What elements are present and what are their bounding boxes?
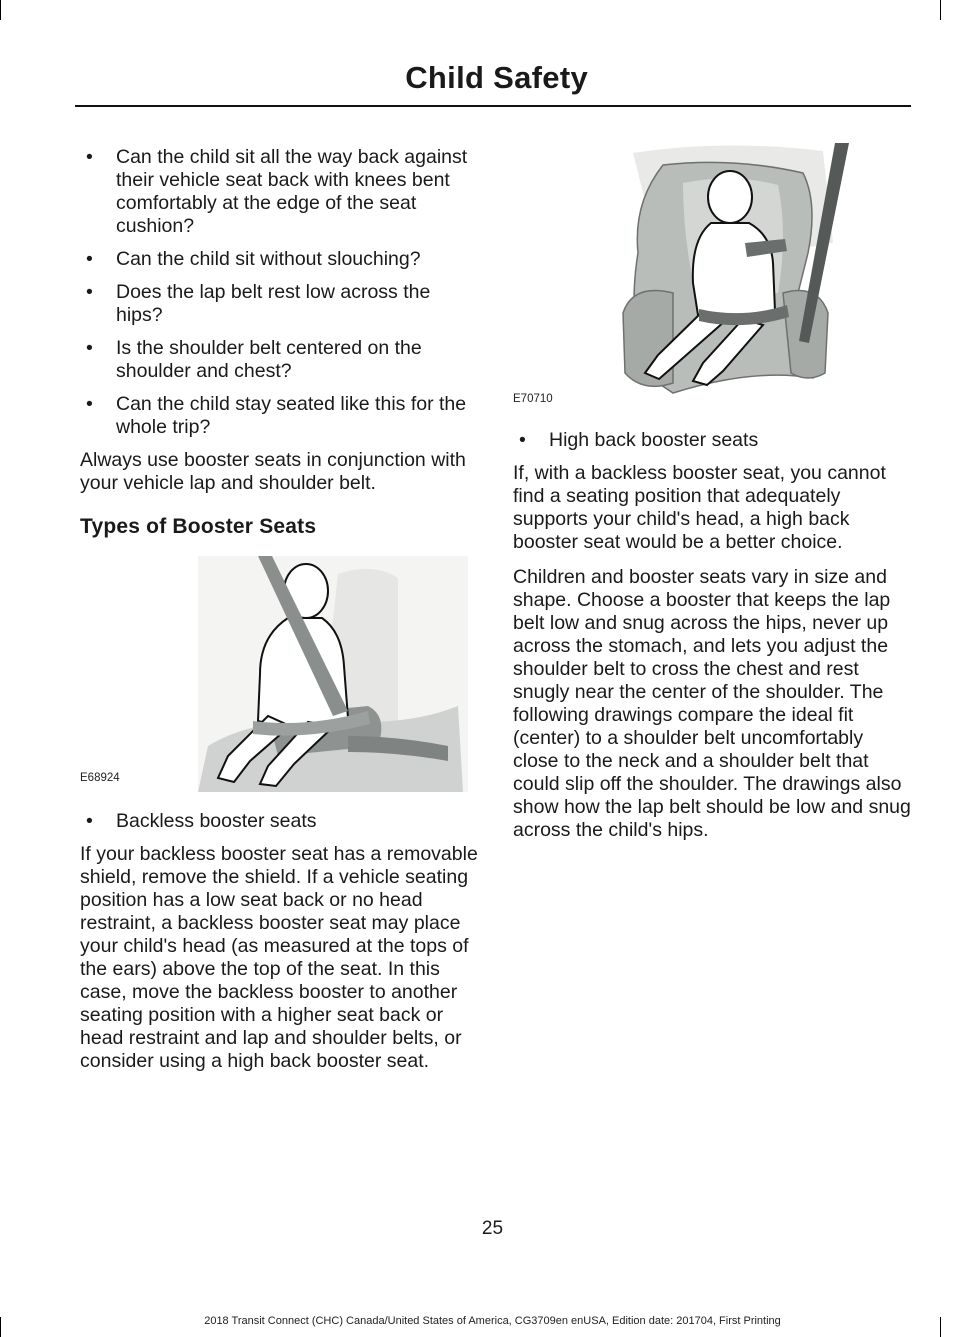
high-back-paragraph: If, with a backless booster seat, you cannot find a seating position that adequately supports your child's head, a high back booster seat would be a better choice.: [513, 462, 886, 553]
high-back-booster-figure: [513, 143, 913, 413]
header-divider: [75, 105, 911, 107]
backless-paragraph: If your backless booster seat has a removable shield, remove the shield. If a vehicle seating position has a low seat back or no head restraint, a backless booster seat may place your child's head (as measured at the tops of the ears) above the top of the seat. In this case, move the backless booster to another seating position with a higher seat back or head restraint and lap and shoulder belts, or consider using a high back booster seat.: [80, 843, 478, 1072]
figure-code: E70710: [513, 393, 553, 405]
high-back-booster-illustration: [603, 143, 903, 413]
backless-list: [80, 810, 480, 833]
list-item: • Does the lap belt rest low across the hips?: [86, 281, 431, 326]
right-column: [513, 147, 913, 854]
booster-usage-note: Always use booster seats in conjunction with your vehicle lap and shoulder belt.: [80, 449, 466, 494]
bullet-icon: •: [86, 146, 93, 168]
checklist: [80, 146, 480, 439]
fit-paragraph: Children and booster seats vary in size and shape. Choose a booster that keeps the lap belt low and snug across the hips, never up across the stomach, and lets you adjust the shoulder belt to cross the chest and rest snugly near the center of the shoulder. The following drawings compare the ideal fit (center) to a shoulder belt uncomfortably close to the neck and a shoulder belt that could slip off the shoulder. The drawings also show how the lap belt should be low and snug across the child's hips.: [513, 566, 911, 841]
footer-edition-info: 2018 Transit Connect (CHC) Canada/United States of America, CG3709en enUSA, Edition date: 201704, First Printing: [204, 1315, 781, 1327]
left-column: [80, 146, 480, 1085]
list-item: • Can the child stay seated like this for the whole trip?: [86, 393, 467, 438]
list-item: • Backless booster seats: [86, 810, 317, 832]
page-number: 25: [481, 1218, 504, 1239]
high-back-list: [513, 429, 913, 452]
bullet-icon: •: [519, 429, 526, 451]
backless-booster-illustration: [198, 556, 468, 792]
backless-booster-figure: [80, 556, 480, 792]
bullet-icon: •: [86, 281, 93, 303]
crop-mark: [0, 0, 1, 20]
bullet-icon: •: [86, 337, 93, 359]
page-title: Child Safety: [405, 60, 588, 95]
list-item: • Can the child sit all the way back against their vehicle seat back with knees bent comfortably at the edge of the seat cushion?: [86, 146, 468, 237]
list-item: • Is the shoulder belt centered on the shoulder and chest?: [86, 337, 422, 382]
bullet-icon: •: [86, 393, 93, 415]
bullet-icon: •: [86, 248, 93, 270]
crop-mark: [940, 0, 941, 20]
figure-code: E68924: [80, 772, 120, 784]
bullet-icon: •: [86, 810, 93, 832]
list-item: • High back booster seats: [519, 429, 759, 451]
list-item: • Can the child sit without slouching?: [86, 248, 421, 270]
section-heading: Types of Booster Seats: [80, 515, 317, 538]
